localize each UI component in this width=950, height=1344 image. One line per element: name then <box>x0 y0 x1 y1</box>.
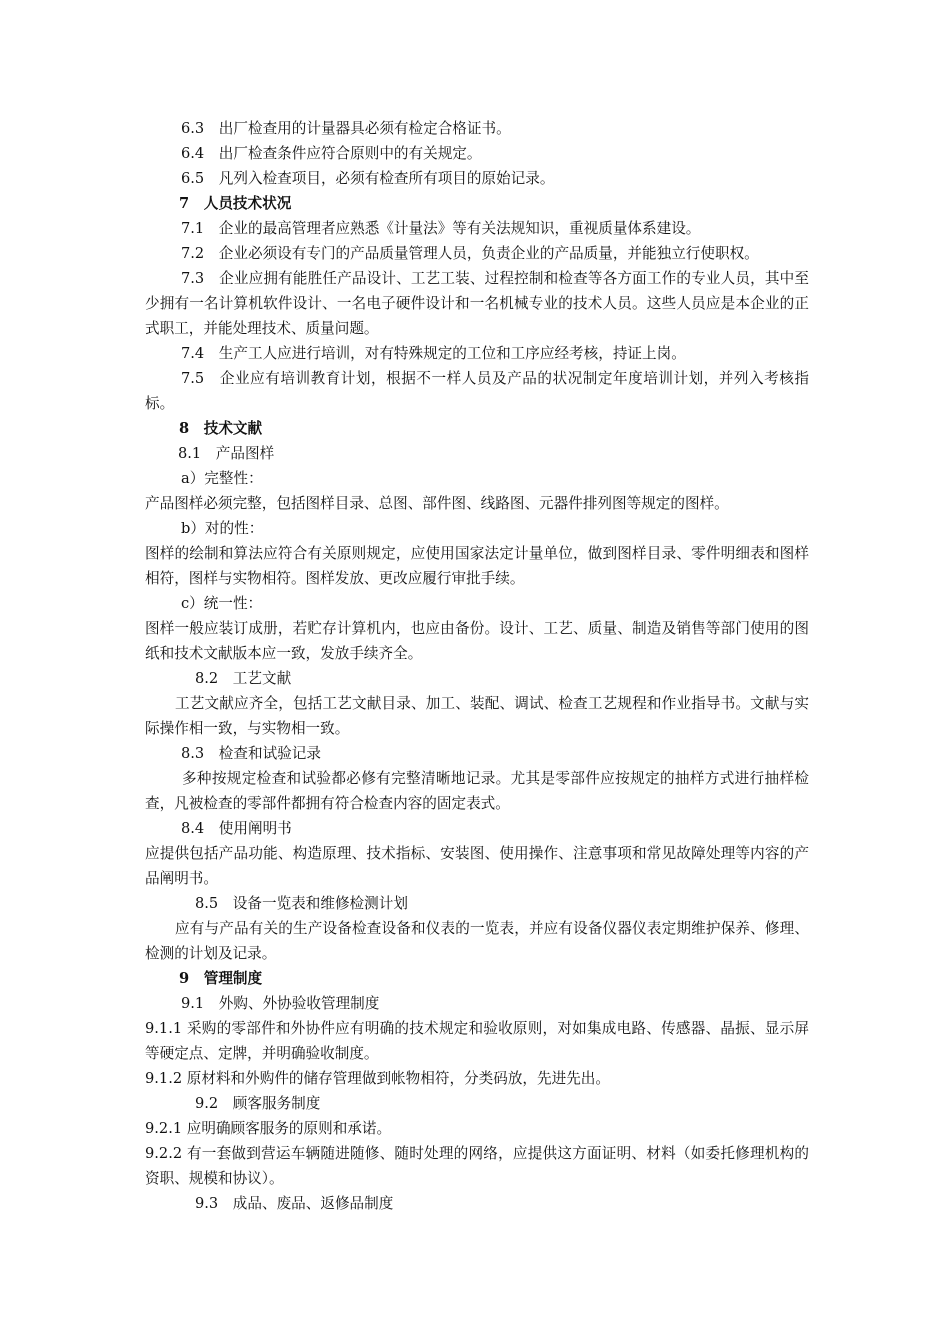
item-c-label: c）统一性： <box>181 595 263 612</box>
clause-6-3: 6.3 出厂检查用的计量器具必须有检定合格证书。 <box>181 120 511 137</box>
clause-8-4-text: 应提供包括产品功能、构造原理、技术指标、安装图、使用操作、注意事项和常见故障处理等内容的产品阐明书。 <box>145 845 809 887</box>
heading-9-2: 9.2 顾客服务制度 <box>195 1095 321 1112</box>
clause-7-4: 7.4 生产工人应进行培训，对有特殊规定的工位和工序应经考核，持证上岗。 <box>181 345 686 362</box>
clause-8-3-text: 多种按规定检查和试验都必修有完整清晰地记录。尤其是零部件应按规定的抽样方式进行抽样检查，凡被检查的零部件都拥有符合检查内容的固定表式。 <box>145 770 809 812</box>
item-b-text: 图样的绘制和算法应符合有关原则规定，应使用国家法定计量单位，做到图样目录、零件明细表和图样相符，图样与实物相符。图样发放、更改应履行审批手续。 <box>145 545 809 587</box>
item-b-label: b）对的性： <box>181 520 264 537</box>
clause-8-2-text: 工艺文献应齐全，包括工艺文献目录、加工、装配、调试、检查工艺规程和作业指导书。文献与实际操作相一致，与实物相一致。 <box>145 695 809 737</box>
item-a-text: 产品图样必须完整，包括图样目录、总图、部件图、线路图、元器件排列图等规定的图样。 <box>145 495 729 512</box>
heading-8-3: 8.3 检查和试验记录 <box>181 745 321 762</box>
clause-7-1: 7.1 企业的最高管理者应熟悉《计量法》等有关法规知识，重视质量体系建设。 <box>181 220 701 237</box>
heading-9: 9 管理制度 <box>179 970 263 987</box>
clause-7-3: 7.3 企业应拥有能胜任产品设计、工艺工装、过程控制和检查等各方面工作的专业人员，其中至少拥有一名计算机软件设计、一名电子硬件设计和一名机械专业的技术人员。这些人员应是本企业的正式职工，并能处理技术、质量问题。 <box>145 270 809 337</box>
item-c-text: 图样一般应装订成册，若贮存计算机内，也应由备份。设计、工艺、质量、制造及销售等部门使用的图纸和技术文献版本应一致，发放手续齐全。 <box>145 620 809 662</box>
clause-8-5-text: 应有与产品有关的生产设备检查设备和仪表的一览表，并应有设备仪器仪表定期维护保养、修理、检测的计划及记录。 <box>145 920 809 962</box>
item-a-label: a）完整性： <box>181 470 263 487</box>
heading-8-5: 8.5 设备一览表和维修检测计划 <box>195 895 408 912</box>
heading-8-2: 8.2 工艺文献 <box>195 670 292 687</box>
clause-9-1-2: 9.1.2 原材料和外购件的储存管理做到帐物相符，分类码放，先进先出。 <box>145 1070 610 1087</box>
clause-7-5: 7.5 企业应有培训教育计划，根据不一样人员及产品的状况制定年度培训计划，并列入考核指标。 <box>145 370 809 412</box>
heading-9-1: 9.1 外购、外协验收管理制度 <box>181 995 380 1012</box>
heading-8-4: 8.4 使用阐明书 <box>181 820 292 837</box>
clause-6-4: 6.4 出厂检查条件应符合原则中的有关规定。 <box>181 145 482 162</box>
heading-7: 7 人员技术状况 <box>179 195 292 212</box>
clause-9-2-2: 9.2.2 有一套做到营运车辆随进随修、随时处理的网络，应提供这方面证明、材料（如委托修理机构的资职、规模和协议）。 <box>145 1145 809 1187</box>
clause-6-5: 6.5 凡列入检查项目，必须有检查所有项目的原始记录。 <box>181 170 555 187</box>
document-page <box>145 116 809 1216</box>
clause-9-2-1: 9.2.1 应明确顾客服务的原则和承诺。 <box>145 1120 392 1137</box>
heading-8-1: 8.1 产品图样 <box>178 445 275 462</box>
heading-8: 8 技术文献 <box>179 420 263 437</box>
clause-7-2: 7.2 企业必须设有专门的产品质量管理人员，负责企业的产品质量，并能独立行使职权。 <box>181 245 759 262</box>
heading-9-3: 9.3 成品、废品、返修品制度 <box>195 1195 394 1212</box>
clause-9-1-1: 9.1.1 采购的零部件和外协件应有明确的技术规定和验收原则，对如集成电路、传感器、晶振、显示屏等硬定点、定牌，并明确验收制度。 <box>145 1020 809 1062</box>
